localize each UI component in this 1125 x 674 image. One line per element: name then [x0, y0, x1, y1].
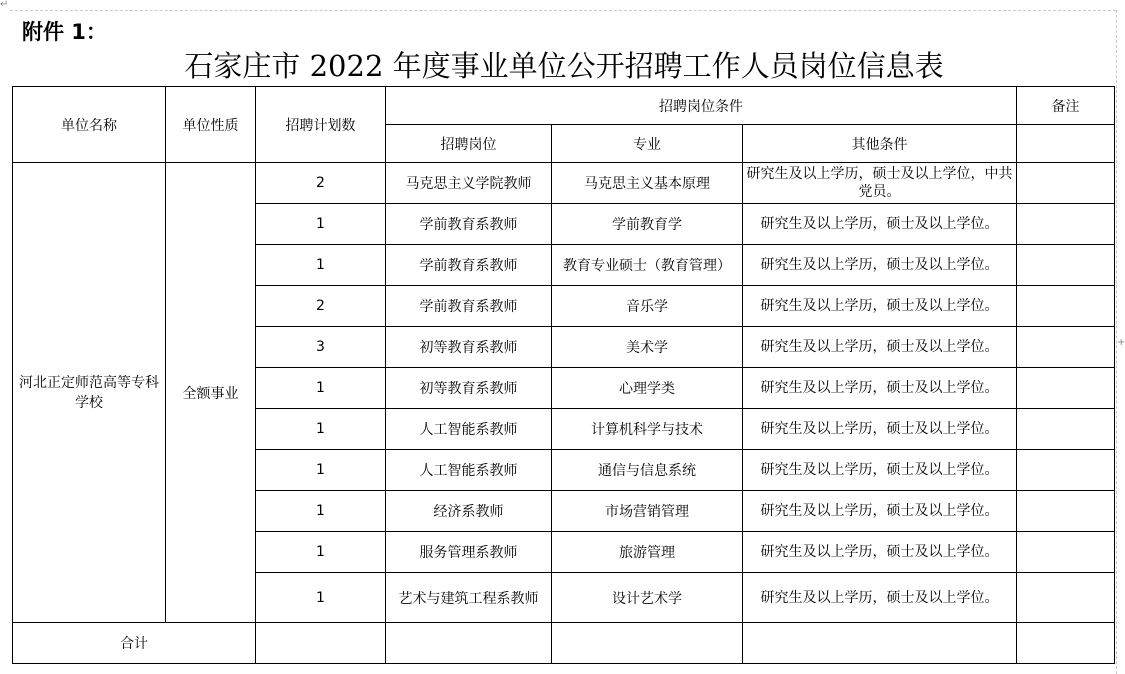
header-notes-blank: [1017, 125, 1115, 163]
notes-cell: [1017, 245, 1115, 286]
total-blank-cell: [743, 623, 1017, 664]
position-cell: 艺术与建筑工程系教师: [386, 573, 552, 623]
header-unit-name: 单位名称: [13, 87, 166, 163]
attachment-label: 附件 1：: [22, 20, 107, 44]
plan-count-cell: 1: [256, 491, 386, 532]
major-cell: 心理学类: [552, 368, 743, 409]
total-blank-cell: [386, 623, 552, 664]
notes-cell: [1017, 409, 1115, 450]
notes-cell: [1017, 368, 1115, 409]
major-cell: 教育专业硕士（教育管理）: [552, 245, 743, 286]
total-blank-cell: [552, 623, 743, 664]
other-conditions-cell: 研究生及以上学历，硕士及以上学位。: [743, 368, 1017, 409]
unit-nature-cell: 全额事业: [166, 163, 256, 623]
other-conditions-cell: 研究生及以上学历，硕士及以上学位。: [743, 327, 1017, 368]
position-cell: 学前教育系教师: [386, 286, 552, 327]
major-cell: 美术学: [552, 327, 743, 368]
row-insert-marker-icon: +: [1117, 337, 1125, 348]
major-cell: 旅游管理: [552, 532, 743, 573]
plan-count-cell: 1: [256, 450, 386, 491]
plan-count-cell: 1: [256, 245, 386, 286]
position-cell: 人工智能系教师: [386, 450, 552, 491]
page-border-top: [10, 10, 1116, 11]
notes-cell: [1017, 491, 1115, 532]
table-row: [13, 163, 1115, 204]
position-cell: 马克思主义学院教师: [386, 163, 552, 204]
corner-marker-icon: ↵: [0, 0, 9, 10]
major-cell: 音乐学: [552, 286, 743, 327]
plan-count-cell: 3: [256, 327, 386, 368]
plan-count-cell: 2: [256, 163, 386, 204]
other-conditions-cell: 研究生及以上学历，硕士及以上学位。: [743, 491, 1017, 532]
header-unit-nature: 单位性质: [166, 87, 256, 163]
header-major: 专业: [552, 125, 743, 163]
total-label: 合计: [13, 623, 256, 664]
notes-cell: [1017, 204, 1115, 245]
notes-cell: [1017, 573, 1115, 623]
other-conditions-cell: 研究生及以上学历，硕士及以上学位。: [743, 204, 1017, 245]
positions-table: [12, 86, 1115, 664]
other-conditions-cell: 研究生及以上学历，硕士及以上学位。: [743, 286, 1017, 327]
other-conditions-cell: 研究生及以上学历，硕士及以上学位。: [743, 409, 1017, 450]
document-title: 石家庄市 2022 年度事业单位公开招聘工作人员岗位信息表: [184, 49, 944, 83]
header-conditions-group: 招聘岗位条件: [386, 87, 1017, 125]
other-conditions-cell: 研究生及以上学历，硕士及以上学位。: [743, 245, 1017, 286]
unit-name-cell: 河北正定师范高等专科学校: [13, 163, 166, 623]
plan-count-cell: 2: [256, 286, 386, 327]
total-count-cell: [256, 623, 386, 664]
notes-cell: [1017, 327, 1115, 368]
position-cell: 学前教育系教师: [386, 245, 552, 286]
notes-cell: [1017, 450, 1115, 491]
plan-count-cell: 1: [256, 573, 386, 623]
major-cell: 设计艺术学: [552, 573, 743, 623]
header-position: 招聘岗位: [386, 125, 552, 163]
header-notes: 备注: [1017, 87, 1115, 125]
other-conditions-cell: 研究生及以上学历，硕士及以上学位。: [743, 450, 1017, 491]
major-cell: 通信与信息系统: [552, 450, 743, 491]
major-cell: 学前教育学: [552, 204, 743, 245]
plan-count-cell: 1: [256, 204, 386, 245]
position-cell: 初等教育系教师: [386, 327, 552, 368]
notes-cell: [1017, 532, 1115, 573]
notes-cell: [1017, 286, 1115, 327]
position-cell: 服务管理系教师: [386, 532, 552, 573]
plan-count-cell: 1: [256, 532, 386, 573]
major-cell: 计算机科学与技术: [552, 409, 743, 450]
position-cell: 初等教育系教师: [386, 368, 552, 409]
major-cell: 马克思主义基本原理: [552, 163, 743, 204]
major-cell: 市场营销管理: [552, 491, 743, 532]
other-conditions-cell: 研究生及以上学历，硕士及以上学位。: [743, 573, 1017, 623]
position-cell: 经济系教师: [386, 491, 552, 532]
plan-count-cell: 1: [256, 409, 386, 450]
total-row: [13, 623, 1115, 664]
header-other: 其他条件: [743, 125, 1017, 163]
notes-cell: [1017, 163, 1115, 204]
plan-count-cell: 1: [256, 368, 386, 409]
position-cell: 学前教育系教师: [386, 204, 552, 245]
header-plan-count: 招聘计划数: [256, 87, 386, 163]
other-conditions-cell: 研究生及以上学历，硕士及以上学位。: [743, 532, 1017, 573]
header-row-1: [13, 87, 1115, 125]
position-cell: 人工智能系教师: [386, 409, 552, 450]
total-notes-cell: [1017, 623, 1115, 664]
other-conditions-cell: 研究生及以上学历，硕士及以上学位，中共党员。: [743, 163, 1017, 204]
